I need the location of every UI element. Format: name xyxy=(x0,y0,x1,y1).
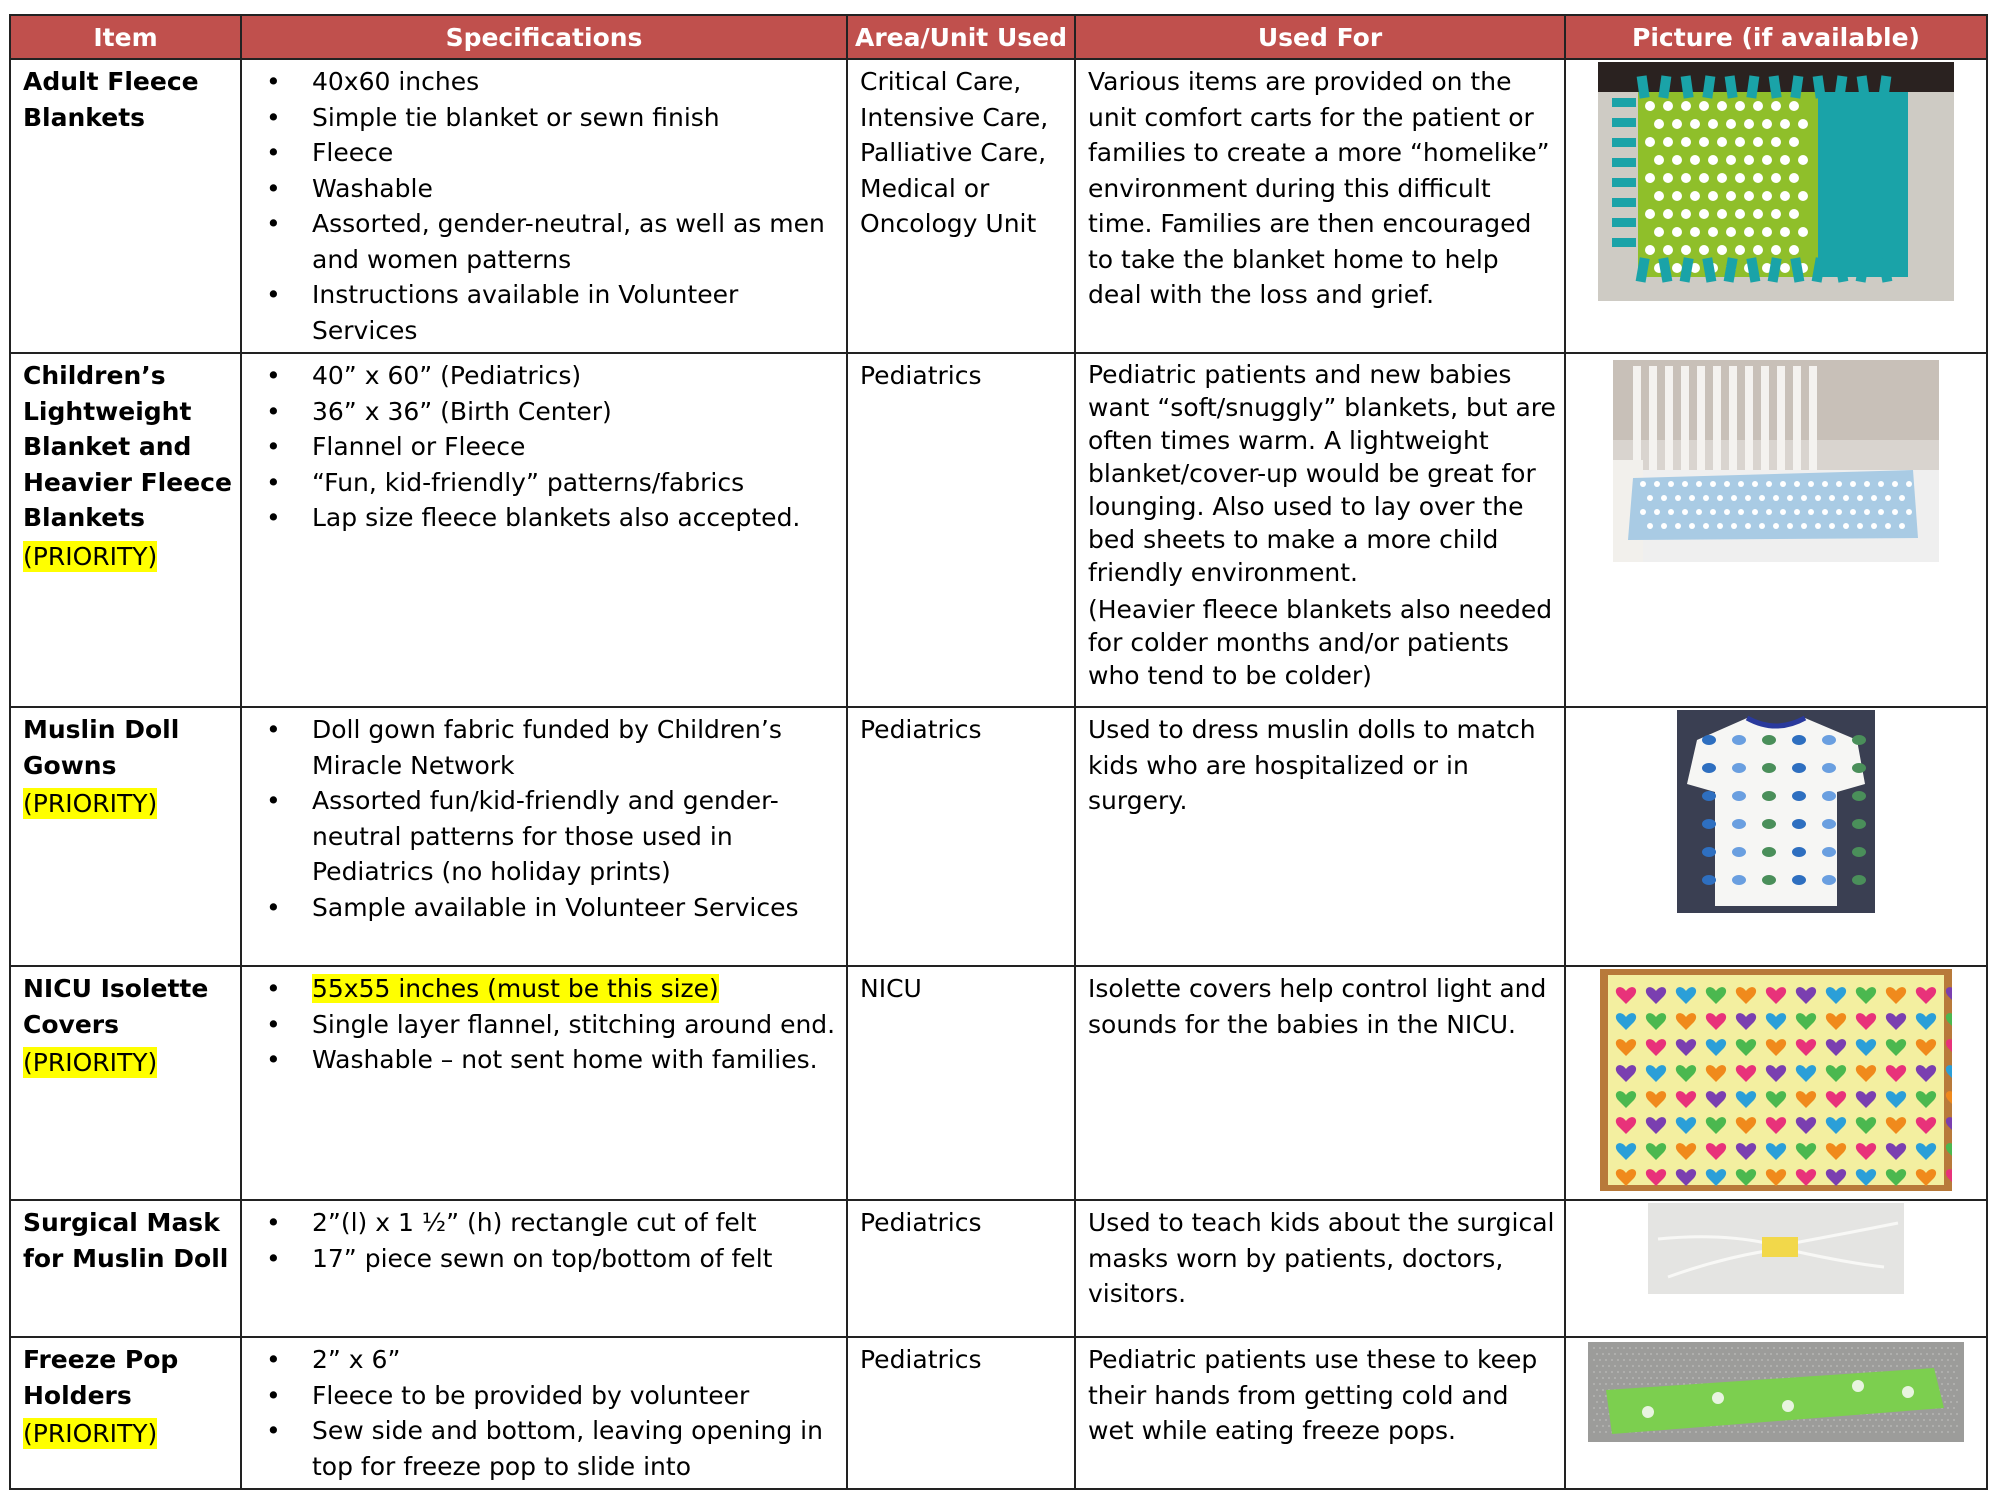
specification-text: 40x60 inches xyxy=(312,67,480,96)
specifications-cell xyxy=(241,1337,847,1489)
item-cell xyxy=(10,353,241,707)
specification-item xyxy=(254,358,838,394)
table-row xyxy=(10,966,1987,1200)
specification-item xyxy=(254,1413,838,1484)
specification-item xyxy=(254,206,838,277)
specification-text: Single layer flannel, stitching around end. xyxy=(312,1009,836,1039)
item-name: Adult Fleece Blankets xyxy=(23,67,199,132)
priority-badge: (PRIORITY) xyxy=(23,1048,158,1077)
specification-text: Sew side and bottom, leaving opening in top for freeze pop to slide into xyxy=(312,1416,823,1481)
used-for-cell xyxy=(1075,1337,1565,1489)
item-cell xyxy=(10,1200,241,1337)
used-for-cell xyxy=(1075,966,1565,1200)
used-for-text: Pediatric patients use these to keep their hands from getting cold and wet while eating freeze pops. xyxy=(1088,1345,1538,1445)
area-unit-line: Pediatrics xyxy=(860,1345,982,1374)
area-unit-cell xyxy=(847,353,1075,707)
specification-text: 40” x 60” (Pediatrics) xyxy=(312,361,582,390)
item-name: Children’s Lightweight Blanket and Heavier Fleece Blankets xyxy=(23,361,232,532)
specifications-list xyxy=(254,971,838,1078)
specification-text: 2”(l) x 1 ½” (h) rectangle cut of felt xyxy=(312,1208,757,1237)
specification-item xyxy=(254,429,838,465)
specifications-cell xyxy=(241,1200,847,1337)
column-header-item: Item xyxy=(10,15,241,59)
specification-item xyxy=(254,1205,838,1241)
specification-item xyxy=(254,1042,838,1078)
specifications-cell xyxy=(241,966,847,1200)
item-name: Surgical Mask for Muslin Doll xyxy=(23,1208,229,1273)
column-header-used-for: Used For xyxy=(1075,15,1565,59)
specification-item xyxy=(254,135,838,171)
used-for-text: Used to teach kids about the surgical masks worn by patients, doctors, visitors. xyxy=(1088,1208,1555,1308)
specification-text: Flannel or Fleece xyxy=(312,432,526,461)
area-unit-cell xyxy=(847,1200,1075,1337)
specification-item xyxy=(254,465,838,501)
used-for-text: Used to dress muslin dolls to match kids who are hospitalized or in surgery. xyxy=(1088,715,1536,815)
crib-blanket-photo xyxy=(1613,360,1939,562)
picture-cell xyxy=(1565,1337,1987,1489)
specifications-list xyxy=(254,358,838,536)
area-unit-line: NICU xyxy=(860,974,922,1003)
column-header-specifications: Specifications xyxy=(241,15,847,59)
specification-item xyxy=(254,1007,838,1043)
picture-cell xyxy=(1565,707,1987,966)
specification-item xyxy=(254,64,838,100)
used-for-cell xyxy=(1075,59,1565,353)
area-unit-line: Pediatrics xyxy=(860,715,982,744)
specification-text: Sample available in Volunteer Services xyxy=(312,892,799,922)
used-for-text: (Heavier fleece blankets also needed for colder months and/or patients who tend to be colder) xyxy=(1088,595,1553,690)
specification-item xyxy=(254,1241,838,1277)
area-unit-line: Intensive Care, xyxy=(860,102,1049,132)
specification-text: Washable – not sent home with families. xyxy=(312,1045,818,1074)
specifications-cell xyxy=(241,353,847,707)
priority-badge: (PRIORITY) xyxy=(23,541,158,571)
used-for-text: Various items are provided on the unit comfort carts for the patient or families to create a more “homelike” environment during this difficult time. Families are then encouraged to take the blanket home to help deal with the loss and grief. xyxy=(1088,67,1550,309)
area-unit-line: Critical Care, xyxy=(860,67,1022,96)
used-for-cell xyxy=(1075,1200,1565,1337)
donation-items-table xyxy=(9,14,1988,1490)
used-for-text: Pediatric patients and new babies want “soft/snuggly” blankets, but are often times warm. A lightweight blanket/cover-up would be great for lounging. Also used to lay over the bed sheets to make a more child friendly environment. xyxy=(1088,360,1556,587)
area-unit-cell xyxy=(847,59,1075,353)
specification-item xyxy=(254,971,838,1007)
specification-text: 55x55 inches (must be this size) xyxy=(312,974,719,1003)
area-unit-line: Pediatrics xyxy=(860,361,982,390)
specifications-list xyxy=(254,1205,838,1276)
priority-badge: (PRIORITY) xyxy=(23,789,158,818)
specification-text: 17” piece sewn on top/bottom of felt xyxy=(312,1243,773,1273)
specification-text: Lap size fleece blankets also accepted. xyxy=(312,503,801,532)
specification-item xyxy=(254,783,838,890)
area-unit-cell xyxy=(847,1337,1075,1489)
area-unit-line: Medical or xyxy=(860,173,990,203)
item-name: Muslin Doll Gowns xyxy=(23,715,180,780)
specification-text: “Fun, kid-friendly” patterns/fabrics xyxy=(312,467,745,497)
specification-item xyxy=(254,712,838,783)
specifications-list xyxy=(254,712,838,925)
fleece-tie-blanket-photo xyxy=(1598,62,1954,301)
priority-badge: (PRIORITY) xyxy=(23,1419,158,1448)
item-cell xyxy=(10,1337,241,1489)
specifications-cell xyxy=(241,707,847,966)
specification-text: Fleece xyxy=(312,138,394,167)
specification-text: Instructions available in Volunteer Services xyxy=(312,280,739,345)
area-unit-cell xyxy=(847,966,1075,1200)
specification-item xyxy=(254,1378,838,1414)
specification-text: Assorted, gender-neutral, as well as men and women patterns xyxy=(312,209,825,274)
used-for-cell xyxy=(1075,707,1565,966)
specifications-cell xyxy=(241,59,847,353)
picture-cell xyxy=(1565,353,1987,707)
specification-text: Simple tie blanket or sewn finish xyxy=(312,102,720,132)
specification-item xyxy=(254,890,838,926)
specification-text: 36” x 36” (Birth Center) xyxy=(312,396,612,426)
area-unit-line: Palliative Care, xyxy=(860,138,1047,167)
doll-surgical-mask-photo xyxy=(1648,1203,1904,1294)
specifications-list xyxy=(254,1342,838,1484)
area-unit-line: Pediatrics xyxy=(860,1208,982,1237)
specification-item xyxy=(254,171,838,207)
picture-cell xyxy=(1565,1200,1987,1337)
doll-gown-photo xyxy=(1677,710,1875,913)
column-header-area: Area/Unit Used xyxy=(847,15,1075,59)
item-name: NICU Isolette Covers xyxy=(23,974,209,1039)
item-name: Freeze Pop Holders xyxy=(23,1345,179,1410)
table-row xyxy=(10,1200,1987,1337)
picture-cell xyxy=(1565,59,1987,353)
area-unit-cell xyxy=(847,707,1075,966)
table-row xyxy=(10,1337,1987,1489)
item-cell xyxy=(10,707,241,966)
used-for-cell xyxy=(1075,353,1565,707)
table-row xyxy=(10,707,1987,966)
specification-text: Doll gown fabric funded by Children’s Miracle Network xyxy=(312,715,782,780)
specification-item xyxy=(254,1342,838,1378)
table-header-row xyxy=(10,15,1987,59)
item-cell xyxy=(10,966,241,1200)
table-row xyxy=(10,59,1987,353)
specification-item xyxy=(254,100,838,136)
table-row xyxy=(10,353,1987,707)
used-for-text: Isolette covers help control light and sounds for the babies in the NICU. xyxy=(1088,974,1547,1039)
item-cell xyxy=(10,59,241,353)
picture-cell xyxy=(1565,966,1987,1200)
column-header-picture: Picture (if available) xyxy=(1565,15,1987,59)
specification-item xyxy=(254,394,838,430)
specification-text: Washable xyxy=(312,173,433,203)
specifications-list xyxy=(254,64,838,348)
freeze-pop-holder-photo xyxy=(1588,1342,1964,1442)
specification-text: Assorted fun/kid-friendly and gender-neutral patterns for those used in Pediatrics (no holiday prints) xyxy=(312,786,779,886)
area-unit-line: Oncology Unit xyxy=(860,209,1037,238)
isolette-cover-photo xyxy=(1600,969,1952,1191)
specification-item xyxy=(254,277,838,348)
specification-text: Fleece to be provided by volunteer xyxy=(312,1380,750,1410)
specification-text: 2” x 6” xyxy=(312,1345,401,1374)
specification-item xyxy=(254,500,838,536)
